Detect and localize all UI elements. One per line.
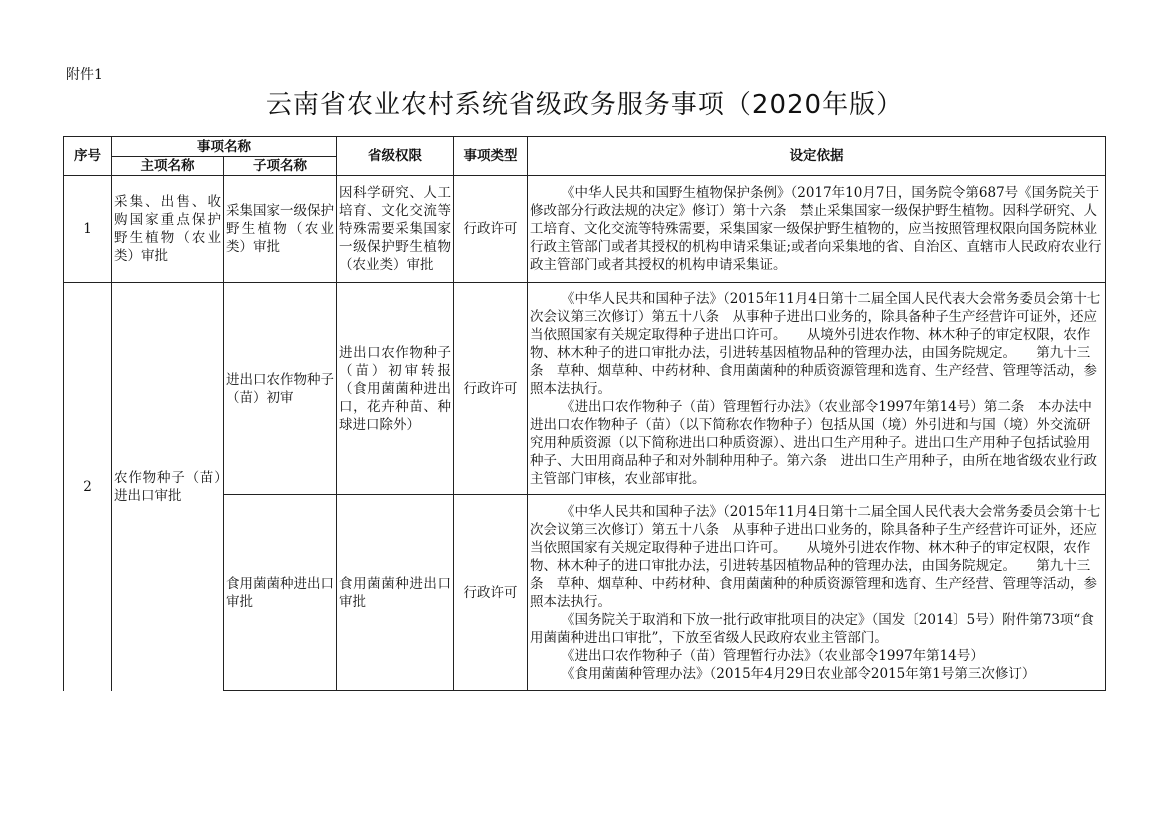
header-basis: 设定依据 — [528, 137, 1106, 176]
row-authority: 因科学研究、人工培育、文化交流等特殊需要采集国家一级保护野生植物（农业类）审批 — [337, 176, 454, 283]
header-seq: 序号 — [64, 137, 112, 176]
header-item-name: 事项名称 — [112, 137, 337, 157]
row-item-type: 行政许可 — [454, 283, 528, 495]
basis-paragraph: 《食用菌菌种管理办法》（2015年4月29日农业部令2015年第1号第三次修订） — [561, 665, 1036, 682]
row-seq: 1 — [64, 176, 112, 283]
row-authority: 进出口农作物种子（苗）初审转报（食用菌菌种进出口，花卉种苗、种球进口除外） — [337, 283, 454, 495]
header-main-item: 主项名称 — [112, 157, 224, 176]
row-basis — [528, 495, 1106, 691]
page-title: 云南省农业农村系统省级政务服务事项（2020年版） — [265, 90, 904, 120]
row-main-item: 采集、出售、收购国家重点保护野生植物（农业类）审批 — [112, 176, 224, 283]
header-authority: 省级权限 — [337, 137, 454, 176]
basis-paragraph: 《进出口农作物种子（苗）管理暂行办法》（农业部令1997年第14号）第二条 本办法中进出口农作物种子（苗）（以下简称农作物种子）包括从国（境）外引进和与国（境）外交流研究用种质资源（以下简称进出口种质资源）、进出口生产用种子。进出口生产用种子包括试验用种子、大田用商品种子和对外制种用种子。第六条 进出口生产用种子，由所在地省级农业行政主管部门审核，农业部审批。 — [530, 398, 1097, 487]
table-row — [64, 283, 1106, 495]
row-sub-item: 食用菌菌种进出口审批 — [224, 495, 337, 691]
header-sub-item: 子项名称 — [224, 157, 337, 176]
services-table — [63, 136, 1106, 691]
row-sub-item: 采集国家一级保护野生植物（农业类）审批 — [224, 176, 337, 283]
row-main-item: 农作物种子（苗）进出口审批 — [112, 283, 224, 691]
basis-paragraph: 《中华人民共和国野生植物保护条例》（2017年10月7日，国务院令第687号《国务院关于修改部分行政法规的决定》修订）第十六条 禁止采集国家一级保护野生植物。因科学研究、人工培育、文化交流等特殊需要，采集国家一级保护野生植物的，应当按照管理权限向国务院林业行政主管部门或者其授权的机构申请采集证;或者向采集地的省、自治区、直辖市人民政府农业行政主管部门或者其授权的机构申请采集证。 — [530, 185, 1102, 273]
row-item-type: 行政许可 — [454, 176, 528, 283]
row-basis — [528, 176, 1106, 283]
row-seq: 2 — [64, 283, 112, 691]
attachment-label: 附件1 — [66, 67, 103, 83]
header-row-1 — [64, 137, 1106, 157]
basis-paragraph: 《中华人民共和国种子法》（2015年11月4日第十二届全国人民代表大会常务委员会第十七次会议第三次修订）第五十八条 从事种子进出口业务的，除具备种子生产经营许可证外，还应当依照国家有关规定取得种子进出口许可。 从境外引进农作物、林木种子的审定权限，农作物、林木种子的进口审批办法，引进转基因植物品种的管理办法，由国务院规定。 第九十三条 草种、烟草种、中药材种、食用菌菌种的种质资源管理和选育、生产经营、管理等活动，参照本法执行。 — [530, 290, 1101, 397]
table-row — [64, 176, 1106, 283]
basis-paragraph: 《国务院关于取消和下放一批行政审批项目的决定》（国发〔2014〕5号）附件第73项“食用菌菌种进出口审批”，下放至省级人民政府农业主管部门。 — [530, 611, 1094, 646]
row-item-type: 行政许可 — [454, 495, 528, 691]
header-item-type: 事项类型 — [454, 137, 528, 176]
row-authority: 食用菌菌种进出口审批 — [337, 495, 454, 691]
basis-paragraph: 《进出口农作物种子（苗）管理暂行办法》（农业部令1997年第14号） — [561, 647, 984, 664]
row-basis — [528, 283, 1106, 495]
basis-paragraph: 《中华人民共和国种子法》（2015年11月4日第十二届全国人民代表大会常务委员会第十七次会议第三次修订）第五十八条 从事种子进出口业务的，除具备种子生产经营许可证外，还应当依照国家有关规定取得种子进出口许可。 从境外引进农作物、林木种子的审定权限，农作物、林木种子的进口审批办法，引进转基因植物品种的管理办法，由国务院规定。 第九十三条 草种、烟草种、中药材种、食用菌菌种的种质资源管理和选育、生产经营、管理等活动，参照本法执行。 — [530, 503, 1101, 610]
row-sub-item: 进出口农作物种子（苗）初审 — [224, 283, 337, 495]
